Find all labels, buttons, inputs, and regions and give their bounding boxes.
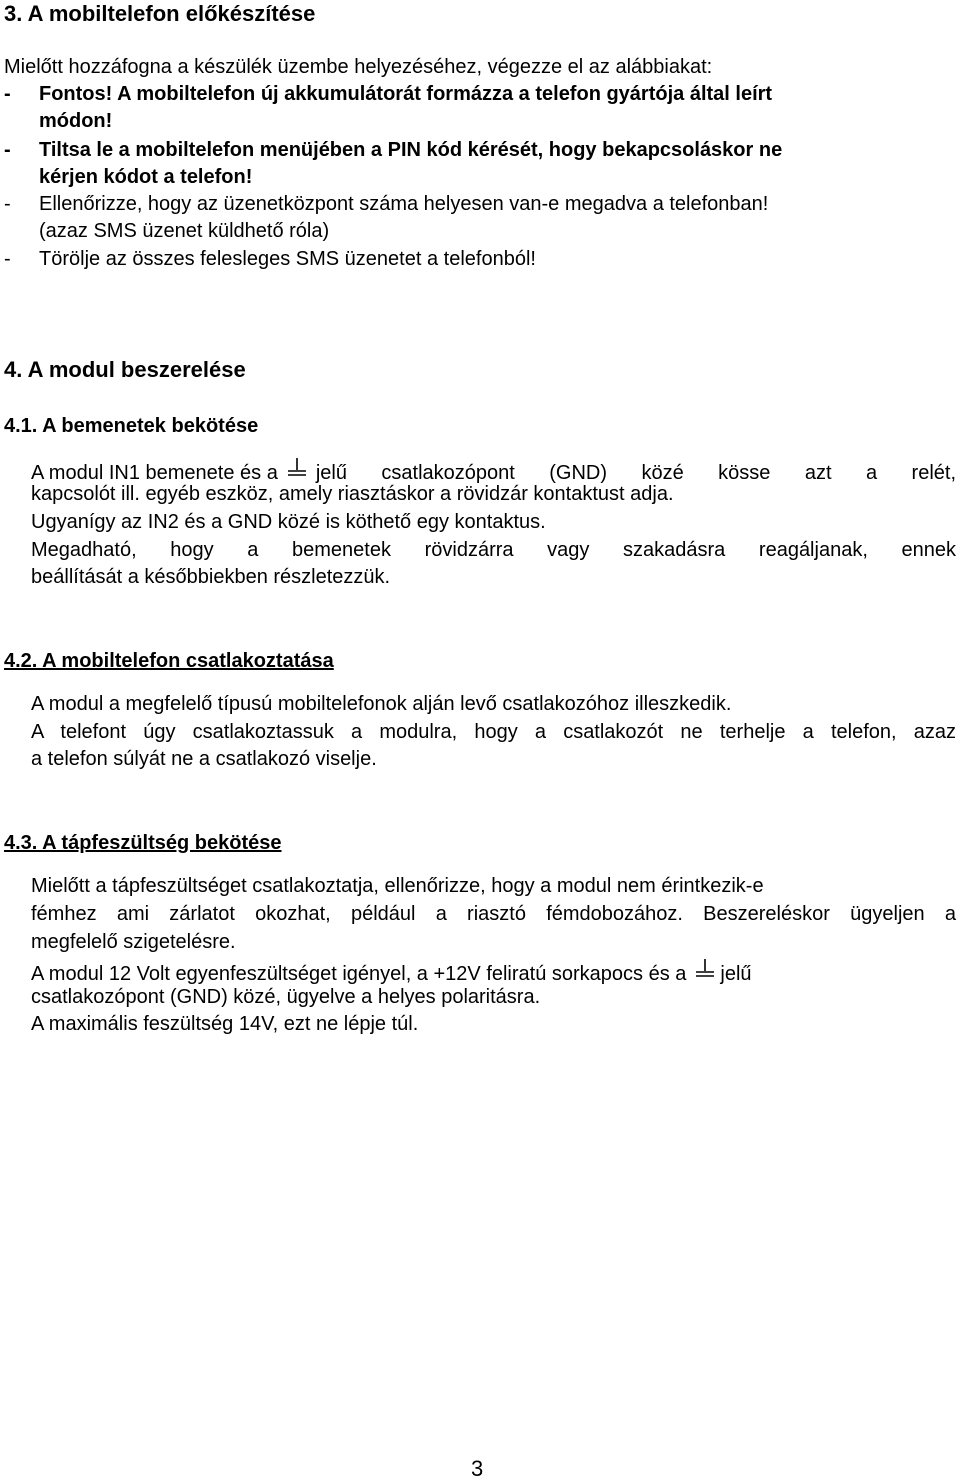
section-4-3-title-text: 4.3. A tápfeszültség bekötése [4,832,282,854]
list-item-3-line1: Ellenőrizze, hogy az üzenetközpont száma helyesen van-e megadva a telefonban! [39,193,769,215]
list-item-1-line1: Fontos! A mobiltelefon új akkumulátorát formázza a telefon gyártója által leírt [39,83,773,105]
para-text: jelű [720,963,752,985]
section-4-2-title-text: 4.2. A mobiltelefon csatlakoztatása [4,650,334,672]
bullet-dash: - [4,139,11,161]
section-4-2-para1: A modul a megfelelő típusú mobiltelefonok alján levő csatlakozóhoz illeszkedik. [31,693,732,715]
section-4-1-para1-line1 [31,457,956,485]
section-4-title: 4. A modul beszerelése [4,357,246,382]
section-3-intro: Mielőtt hozzáfogna a készülék üzembe helyezéséhez, végezze el az alábbiakat: [4,56,713,78]
bullet-dash: - [4,193,11,215]
section-4-3-para1-line1: Mielőtt a tápfeszültséget csatlakoztatja, ellenőrizze, hogy a modul nem érintkezik-e [31,875,764,897]
section-4-1-para1-line2: kapcsolót ill. egyéb eszköz, amely riasztáskor a rövidzár kontaktust adja. [31,483,674,505]
page-number: 3 [471,1456,484,1481]
section-4-2-para2-line2: a telefon súlyát ne a csatlakozó viselje. [31,748,377,770]
list-item-2-line1: Tiltsa le a mobiltelefon menüjében a PIN kód kérését, hogy bekapcsoláskor ne [39,139,783,161]
ground-symbol-icon [694,958,716,980]
ground-symbol-icon [286,457,308,479]
section-4-1-para3-line1: Megadható, hogy a bemenetek rövidzárra vagy szakadásra reagáljanak, ennek [31,539,956,561]
bullet-dash: - [4,83,11,105]
para-text: jelű csatlakozópont (GND) közé kösse azt a relét, [315,462,956,484]
section-3-title: 3. A mobiltelefon előkészítése [4,1,316,26]
section-4-3-para2-line2: csatlakozópont (GND) közé, ügyelve a helyes polaritásra. [31,986,541,1008]
para-text: A modul IN1 bemenete és a [31,462,278,484]
section-4-2-para2-line1: A telefont úgy csatlakoztassuk a modulra, hogy a csatlakozót ne terhelje a telefon, azaz [31,721,956,743]
list-item-4-line1: Törölje az összes felesleges SMS üzenetet a telefonból! [39,248,536,270]
section-4-1-para3-line2: beállítását a későbbiekben részletezzük. [31,566,391,588]
section-4-1-para2: Ugyanígy az IN2 és a GND közé is köthető egy kontaktus. [31,511,546,533]
para-text: A modul 12 Volt egyenfeszültséget igényel, a +12V feliratú sorkapocs és a [31,963,687,985]
list-item-2-line2: kérjen kódot a telefon! [39,166,253,188]
section-4-3-para1-line3: megfelelő szigetelésre. [31,931,236,953]
list-item-1-line2: módon! [39,110,113,132]
section-4-2-title [4,650,334,673]
section-4-3-para3: A maximális feszültség 14V, ezt ne lépje túl. [31,1013,419,1035]
section-4-1-title: 4.1. A bemenetek bekötése [4,415,259,437]
section-4-3-para2-line1 [31,958,752,986]
section-4-3-title [4,832,282,855]
list-item-3-line2: (azaz SMS üzenet küldhető róla) [39,220,330,242]
bullet-dash: - [4,248,11,270]
section-4-3-para1-line2: fémhez ami zárlatot okozhat, például a riasztó fémdobozához. Beszereléskor ügyeljen a [31,903,956,925]
